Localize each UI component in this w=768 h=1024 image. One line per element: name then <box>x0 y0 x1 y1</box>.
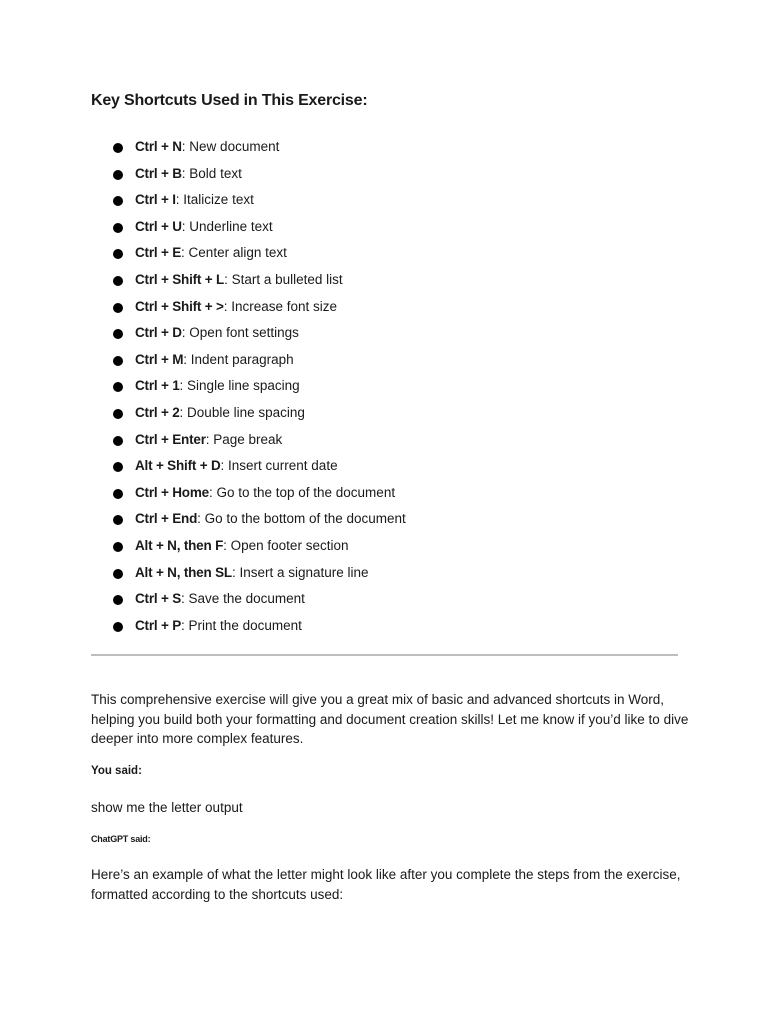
bullet-icon <box>113 329 123 339</box>
shortcut-item <box>0 453 406 480</box>
bullet-icon <box>113 409 123 419</box>
shortcut-item <box>0 267 406 294</box>
shortcut-keys: Ctrl + N <box>135 139 182 154</box>
bullet-icon <box>113 170 123 180</box>
shortcut-keys: Ctrl + S <box>135 591 182 607</box>
shortcut-keys: Ctrl + D <box>135 325 182 341</box>
shortcut-description: : Single line spacing <box>179 378 300 394</box>
you-said-label: You said: <box>91 765 142 777</box>
bullet-icon <box>113 436 123 446</box>
bullet-icon <box>113 143 123 153</box>
shortcut-item <box>0 134 406 161</box>
shortcut-description: : Insert a signature line <box>231 564 369 580</box>
bullet-icon <box>113 489 123 499</box>
intro-paragraph: This comprehensive exercise will give you a great mix of basic and advanced shortcuts in Word, helping you build both your formatting and document creation skills! Let me know if you’d like to dive deeper into more complex features. <box>91 692 689 746</box>
bullet-icon <box>113 223 123 233</box>
shortcut-keys: Ctrl + P <box>135 617 182 633</box>
shortcut-item <box>0 400 406 427</box>
horizontal-divider <box>91 654 678 656</box>
shortcut-keys: Alt + N, then SL <box>135 564 232 580</box>
shortcut-description: : Start a bulleted list <box>224 271 343 287</box>
shortcut-item <box>0 586 406 613</box>
shortcut-description: : Go to the bottom of the document <box>197 511 406 527</box>
shortcut-keys: Alt + N, then F <box>135 537 224 553</box>
shortcut-keys: Ctrl + M <box>135 351 184 367</box>
user-message: show me the letter output <box>91 800 243 815</box>
shortcut-list <box>0 134 406 639</box>
shortcut-keys: Alt + Shift + D <box>135 458 221 474</box>
chatgpt-said-label: ChatGPT said: <box>91 834 151 844</box>
bullet-icon <box>113 356 123 366</box>
shortcut-description: : New document <box>181 139 280 154</box>
shortcut-description: : Open font settings <box>181 325 299 341</box>
shortcut-description: : Page break <box>205 431 283 447</box>
section-heading: Key Shortcuts Used in This Exercise: <box>91 92 368 109</box>
bullet-icon <box>113 276 123 286</box>
shortcut-keys: Ctrl + Home <box>135 484 209 500</box>
shortcut-keys: Ctrl + Shift + L <box>135 271 225 287</box>
shortcut-item <box>0 187 406 214</box>
shortcut-keys: Ctrl + Shift + > <box>135 298 224 314</box>
shortcut-description: : Italicize text <box>175 192 254 208</box>
shortcut-description: : Double line spacing <box>179 404 305 420</box>
shortcut-item <box>0 427 406 454</box>
bullet-icon <box>113 303 123 313</box>
shortcut-keys: Ctrl + B <box>135 165 182 181</box>
shortcut-description: : Center align text <box>181 245 287 261</box>
shortcut-description: : Save the document <box>181 591 305 607</box>
shortcut-keys: Ctrl + Enter <box>135 431 206 447</box>
bullet-icon <box>113 622 123 632</box>
shortcut-item <box>0 480 406 507</box>
shortcut-description: : Underline text <box>181 218 273 234</box>
shortcut-item <box>0 320 406 347</box>
bullet-icon <box>113 249 123 259</box>
shortcut-keys: Ctrl + End <box>135 511 198 527</box>
shortcut-keys: Ctrl + 1 <box>135 378 180 394</box>
bullet-icon <box>113 462 123 472</box>
shortcut-item <box>0 294 406 321</box>
bullet-icon <box>113 595 123 605</box>
shortcut-keys: Ctrl + E <box>135 245 182 261</box>
shortcut-item <box>0 613 406 640</box>
shortcut-item <box>0 560 406 587</box>
shortcut-item <box>0 240 406 267</box>
bullet-icon <box>113 542 123 552</box>
shortcut-description: : Increase font size <box>223 298 338 314</box>
shortcut-item <box>0 373 406 400</box>
shortcut-item <box>0 506 406 533</box>
shortcut-keys: Ctrl + I <box>135 192 176 208</box>
shortcut-description: : Bold text <box>181 165 242 181</box>
shortcut-item <box>0 347 406 374</box>
shortcut-keys: Ctrl + U <box>135 218 182 234</box>
shortcut-item <box>0 161 406 188</box>
shortcut-item <box>0 533 406 560</box>
bullet-icon <box>113 515 123 525</box>
bullet-icon <box>113 569 123 579</box>
reply-paragraph: Here’s an example of what the letter might look like after you complete the steps from the exercise, formatted according to the shortcuts used: <box>91 867 681 902</box>
shortcut-description: : Go to the top of the document <box>208 484 396 500</box>
shortcut-description: : Insert current date <box>220 458 338 474</box>
shortcut-description: : Open footer section <box>223 537 349 553</box>
shortcut-description: : Indent paragraph <box>183 351 294 367</box>
bullet-icon <box>113 196 123 206</box>
shortcut-keys: Ctrl + 2 <box>135 404 180 420</box>
shortcut-item <box>0 214 406 241</box>
shortcut-description: : Print the document <box>181 617 302 633</box>
bullet-icon <box>113 382 123 392</box>
